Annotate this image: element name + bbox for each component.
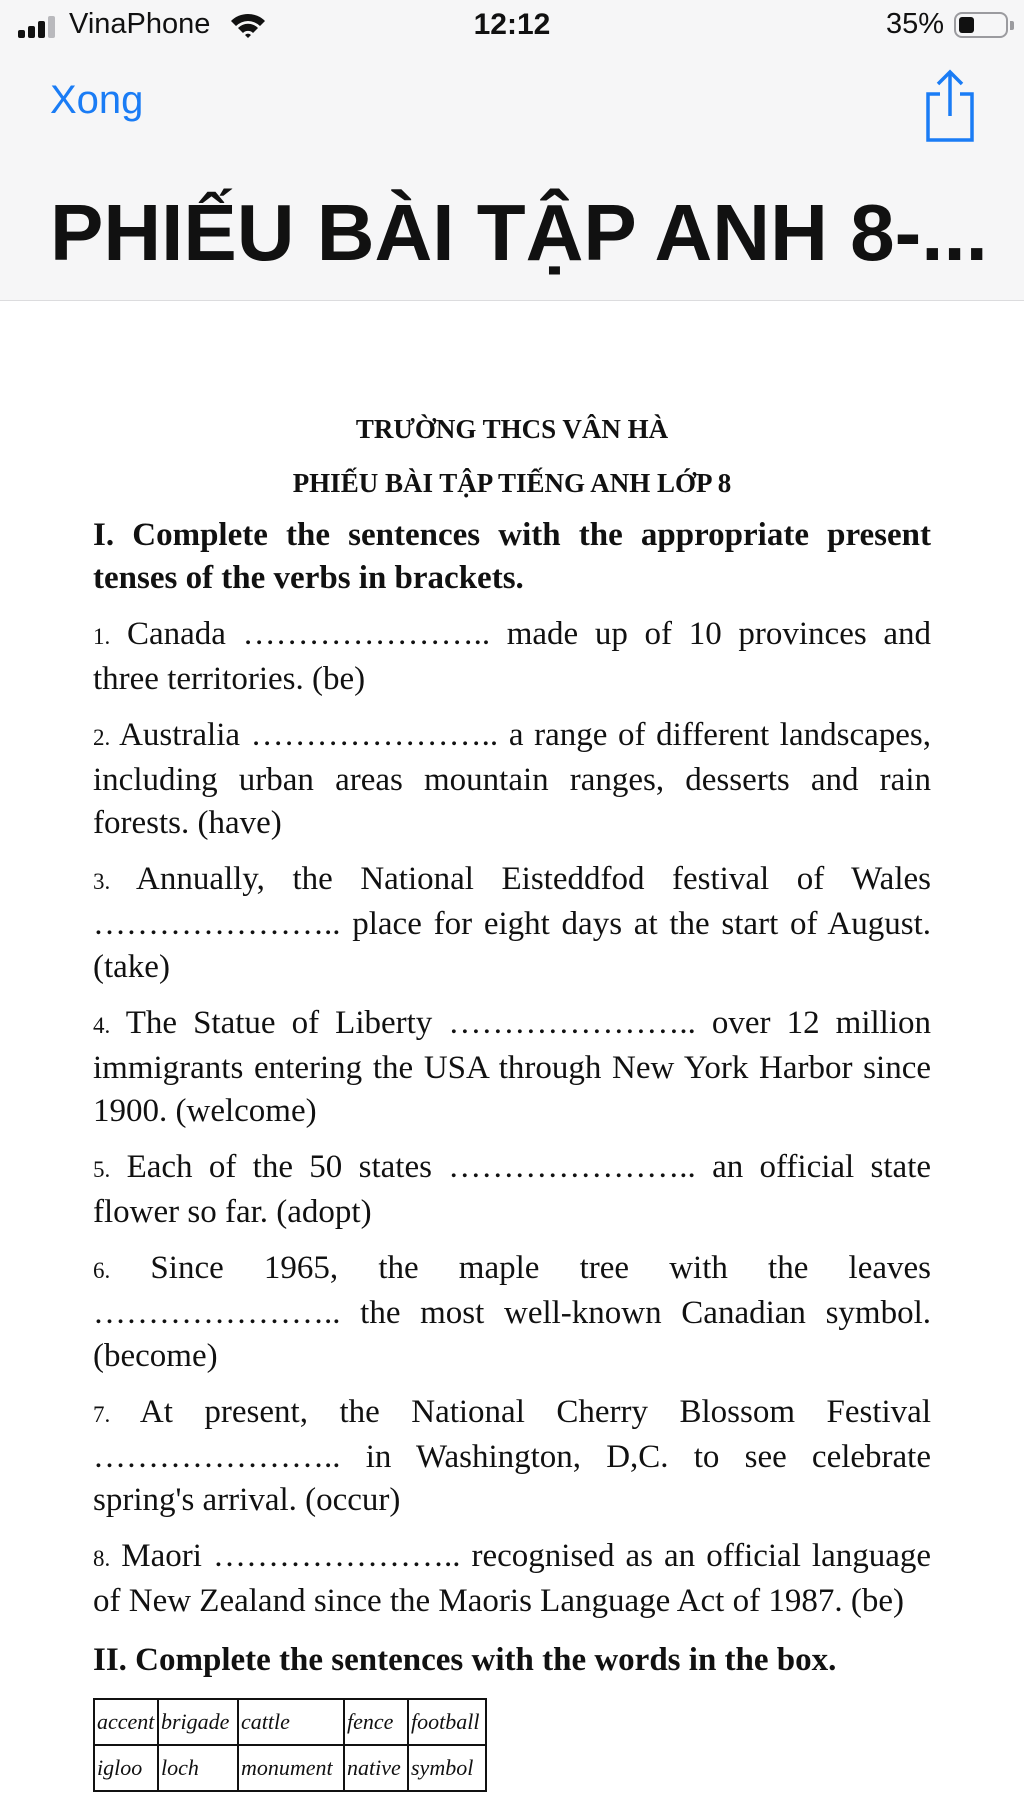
question-number: 2. <box>93 725 111 750</box>
word-box-cell: loch <box>158 1745 238 1791</box>
question-8 <box>93 1535 931 1623</box>
word-box-cell: monument <box>238 1745 344 1791</box>
document-page <box>93 402 931 1792</box>
word-box-cell: brigade <box>158 1699 238 1745</box>
question-text: Each of the 50 states ………………….. an official state flower so far. (adopt) <box>93 1149 932 1230</box>
share-icon[interactable] <box>920 66 980 144</box>
word-box-cell: fence <box>344 1699 408 1745</box>
document-title: PHIẾU BÀI TẬP ANH 8-... <box>50 188 988 277</box>
section-2-title: II. Complete the sentences with the words in the box. <box>93 1642 837 1678</box>
done-button[interactable]: Xong <box>50 78 144 122</box>
question-text: The Statue of Liberty ………………….. over 12 million immigrants entering the USA through New York Harbor since 1900. (welcome) <box>93 1005 932 1129</box>
question-number: 3. <box>93 869 111 894</box>
word-box <box>93 1698 487 1792</box>
question-5 <box>93 1146 931 1234</box>
battery-icon <box>954 12 1008 38</box>
question-text: At present, the National Cherry Blossom Festival ………………….. in Washington, D,C. to see celebrate spring's arrival. (occur) <box>93 1394 931 1518</box>
question-number: 8. <box>93 1546 111 1571</box>
question-number: 6. <box>93 1258 111 1283</box>
section-1-title: I. Complete the sentences with the appropriate present tenses of the verbs in brackets. <box>93 517 931 596</box>
school-name: TRƯỜNG THCS VÂN HÀ <box>355 414 669 444</box>
battery-percentage: 35% <box>885 8 944 40</box>
question-number: 4. <box>93 1013 111 1038</box>
question-number: 7. <box>93 1402 111 1427</box>
question-text: Annually, the National Eisteddfod festival of Wales ………………….. place for eight days at the start of August. (take) <box>93 861 931 985</box>
battery-cap <box>1010 21 1014 30</box>
question-4 <box>93 1002 931 1133</box>
carrier-name: VinaPhone <box>69 8 211 40</box>
viewer-header <box>0 0 1024 301</box>
battery-level <box>959 17 974 33</box>
word-box-cell: native <box>344 1745 408 1791</box>
word-box-cell: football <box>408 1699 486 1745</box>
question-text: Australia ………………….. a range of different landscapes, including urban areas mountain ranges, desserts and rain forests. (have) <box>93 717 931 841</box>
question-3 <box>93 858 931 989</box>
word-box-cell: accent <box>94 1699 158 1745</box>
question-text: Canada ………………….. made up of 10 provinces and three territories. (be) <box>93 616 931 697</box>
question-1 <box>93 613 931 701</box>
question-2 <box>93 714 931 845</box>
question-7 <box>93 1391 931 1522</box>
question-text: Since 1965, the maple tree with the leaves ………………….. the most well-known Canadian symbol. (become) <box>93 1250 931 1374</box>
question-number: 5. <box>93 1157 111 1182</box>
question-text: Maori ………………….. recognised as an official language of New Zealand since the Maoris Language Act of 1987. (be) <box>93 1538 932 1619</box>
status-bar <box>0 0 1024 52</box>
word-box-cell: igloo <box>94 1745 158 1791</box>
question-6 <box>93 1247 931 1378</box>
word-box-row <box>94 1745 486 1791</box>
worksheet-heading: PHIẾU BÀI TẬP TIẾNG ANH LỚP 8 <box>292 468 732 498</box>
question-number: 1. <box>93 624 111 649</box>
status-time: 12:12 <box>473 8 551 41</box>
word-box-cell: symbol <box>408 1745 486 1791</box>
word-box-cell: cattle <box>238 1699 344 1745</box>
word-box-row <box>94 1699 486 1745</box>
